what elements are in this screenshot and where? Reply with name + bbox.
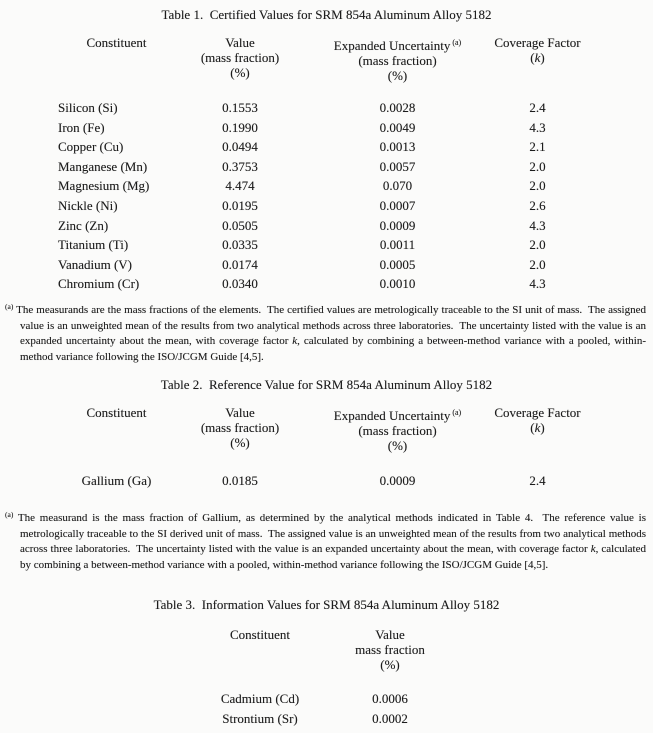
table1-title: Table 1. Certified Values for SRM 854a Aluminum Alloy 5182	[161, 7, 492, 22]
constituent-cell: Gallium (Ga)	[81, 473, 152, 489]
header-value-line2: mass fraction	[355, 642, 425, 658]
coverage-factor-cell: 2.0	[529, 178, 546, 194]
header-value	[175, 405, 305, 453]
header-constituent: Constituent	[86, 35, 147, 50]
value-cell: 0.0340	[222, 276, 258, 292]
value-cell: 0.1553	[222, 100, 258, 115]
value-cell: 0.3753	[222, 158, 258, 174]
header-value-line1: Value	[225, 405, 255, 421]
table2-body	[58, 471, 653, 491]
footnote-reference: (a)	[452, 408, 462, 418]
coverage-factor-cell: 4.3	[529, 119, 546, 135]
uncertainty-cell: 0.0005	[379, 256, 416, 272]
header-coverage-line2: (k)	[530, 50, 545, 65]
header-value-line2: (mass fraction)	[200, 50, 280, 65]
header-coverage-factor	[490, 35, 585, 83]
constituent-cell: Zinc (Zn)	[58, 217, 109, 233]
value-cell: 0.0505	[222, 217, 258, 233]
table2-header	[58, 405, 653, 453]
constituent-cell: Vanadium (V)	[58, 256, 133, 272]
coverage-factor-cell: 2.4	[529, 473, 546, 489]
uncertainty-cell: 0.0007	[379, 197, 416, 213]
header-uncertainty-line1: Expanded Uncertainty $^{(a)}$	[333, 38, 462, 53]
constituent-cell: Titanium (Ti)	[58, 237, 129, 253]
footnote-text: , calculated by combining a between-method variance with a pooled, within-method variance following the ISO/JCGM Guide [4,5].	[20, 335, 647, 363]
table1-header	[58, 35, 653, 83]
header-uncertainty-line1: Expanded Uncertainty $^{(a)}$	[333, 408, 462, 424]
header-coverage-line1: Coverage Factor	[494, 35, 581, 50]
coverage-factor-cell: 2.0	[529, 256, 546, 272]
header-uncertainty-line2: (mass fraction)	[358, 53, 437, 68]
constituent-cell: Chromium (Cr)	[58, 276, 140, 292]
footnote-marker: (a)	[5, 509, 14, 519]
header-value-line3: (%)	[380, 657, 400, 673]
footnote-reference: (a)	[452, 38, 462, 47]
header-coverage-factor	[490, 405, 585, 453]
footnote-italic-k: k	[292, 335, 298, 348]
constituent-cell: Nickle (Ni)	[58, 197, 118, 213]
value-cell: 4.474	[225, 178, 255, 194]
table2-title: Table 2. Reference Value for SRM 854a Aluminum Alloy 5182	[160, 377, 493, 393]
value-cell: 0.1990	[222, 119, 258, 135]
constituent-cell: Silicon (Si)	[58, 100, 118, 115]
constituent-cell: Cadmium (Cd)	[220, 691, 300, 707]
header-coverage-line2: (k)	[530, 420, 545, 436]
coverage-factor-cell: 2.1	[529, 139, 546, 155]
uncertainty-cell: 0.0028	[379, 100, 416, 115]
value-cell: 0.0195	[222, 197, 258, 213]
uncertainty-cell: 0.0049	[379, 119, 416, 135]
header-value-line3: (%)	[230, 435, 250, 451]
table1-body	[58, 98, 653, 294]
value-cell: 0.0185	[222, 473, 258, 489]
header-value-line1: Value	[225, 35, 255, 50]
uncertainty-cell: 0.0057	[379, 158, 416, 174]
coverage-factor-cell: 2.0	[529, 158, 546, 174]
uncertainty-cell: 0.0013	[379, 139, 416, 155]
header-uncertainty-line2: (mass fraction)	[358, 423, 437, 439]
table3-header	[200, 627, 653, 672]
header-coverage-line1: Coverage Factor	[494, 405, 581, 421]
footnote-text: , calculated by combining a between-method variance with a pooled, within-method variance following the ISO/JCGM Guide [4,5].	[20, 543, 649, 571]
footnote-marker: (a)	[5, 301, 14, 311]
footnote-text: The measurands are the mass fractions of the elements. The certified values are metrologically traceable to the SI unit of mass. The assigned value is an unweighted mean of the results from two analytical methods across three laboratories. The uncertainty listed with the value is an expanded uncertainty about the mean, with coverage factor	[13, 303, 649, 348]
table1-footnote	[5, 299, 649, 365]
constituent-cell: Manganese (Mn)	[58, 158, 148, 174]
header-value-line2: (mass fraction)	[200, 420, 280, 436]
header-constituent: Constituent	[86, 405, 147, 421]
header-value-line1: Value	[375, 627, 405, 643]
uncertainty-cell: 0.0010	[379, 276, 416, 292]
uncertainty-cell: 0.0009	[379, 473, 416, 489]
coverage-factor-cell: 4.3	[529, 217, 546, 233]
uncertainty-cell: 0.0011	[379, 237, 416, 253]
footnote-text: The measurand is the mass fraction of Gallium, as determined by the analytical methods indicated in Table 4. The reference value is metrologically traceable to the SI derived unit of mass. The assigned value is an unweighted mean of the results from two analytical methods across three laboratories. The uncertainty listed with the value is an expanded uncertainty about the mean, with coverage factor	[13, 511, 649, 556]
header-value-line3: (%)	[230, 65, 250, 80]
header-uncertainty-line3: (%)	[387, 68, 408, 83]
constituent-cell: Magnesium (Mg)	[58, 178, 150, 194]
header-expanded-uncertainty	[305, 35, 490, 83]
coverage-factor-cell: 2.4	[529, 100, 546, 115]
table2-footnote	[5, 507, 649, 573]
uncertainty-cell: 0.0009	[379, 217, 416, 233]
footnote-italic-k: k	[590, 543, 596, 556]
value-cell: 0.0174	[222, 256, 258, 272]
value-cell: 0.0494	[222, 139, 258, 155]
header-constituent: Constituent	[230, 627, 290, 643]
value-cell: 0.0335	[222, 237, 258, 253]
header-value	[175, 35, 305, 83]
uncertainty-cell: 0.070	[382, 178, 413, 194]
constituent-cell: Strontium (Sr)	[222, 710, 298, 726]
value-cell: 0.0006	[372, 691, 408, 707]
constituent-cell: Iron (Fe)	[58, 119, 105, 135]
coverage-factor-cell: 4.3	[529, 276, 546, 292]
header-value	[320, 627, 460, 672]
coverage-factor-cell: 2.0	[529, 237, 546, 253]
constituent-cell: Copper (Cu)	[58, 139, 124, 155]
header-uncertainty-line3: (%)	[387, 438, 408, 454]
table3-title: Table 3. Information Values for SRM 854a Aluminum Alloy 5182	[153, 597, 500, 613]
value-cell: 0.0002	[372, 710, 408, 726]
coverage-factor-cell: 2.6	[529, 197, 546, 213]
table3-body	[200, 689, 653, 728]
header-expanded-uncertainty	[305, 405, 490, 453]
